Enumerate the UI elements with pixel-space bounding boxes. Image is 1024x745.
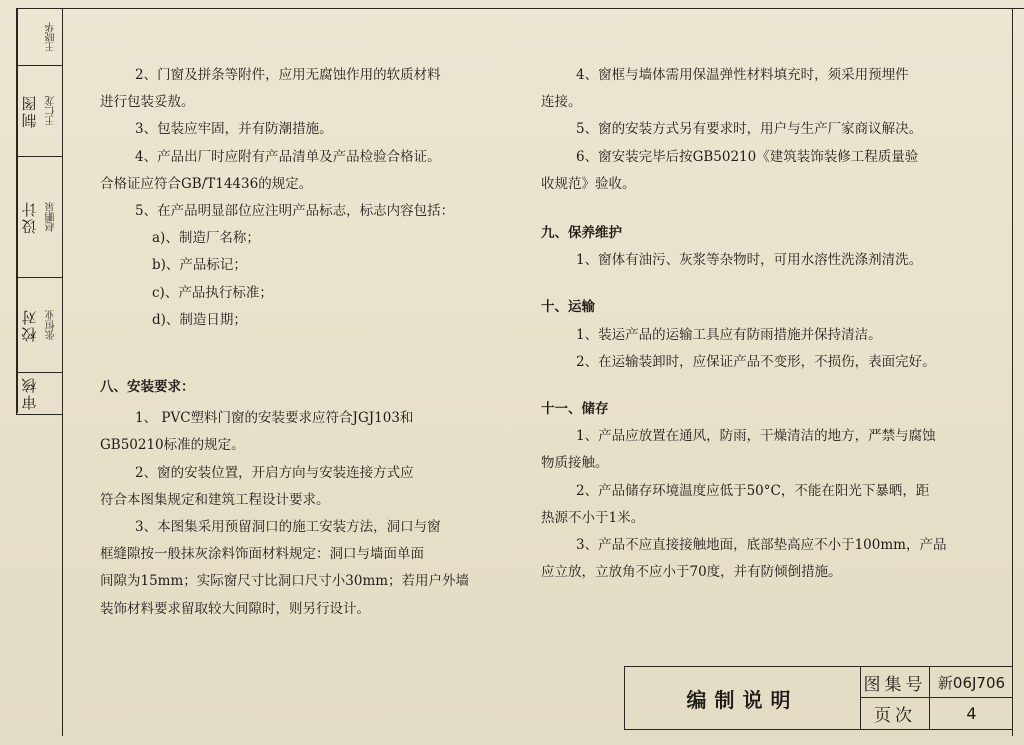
text-line: 框缝隙按一般抹灰涂料饰面材料规定：洞口与墙面单面 (100, 546, 424, 563)
text-line: 热源不小于1米。 (541, 509, 645, 526)
signature-role: 制图 (17, 66, 40, 156)
text-line: 进行包装妥敖。 (100, 94, 195, 111)
text-line: a)、制造厂名称； (152, 230, 260, 247)
text-line: 间隙为15mm；实际窗尺寸比洞口尺寸小30mm；若用户外墙 (100, 573, 470, 590)
text-line: 4、窗框与墙体需用保温弹性材料填充时，须采用预埋件 (576, 67, 909, 83)
text-line: 应立放，立放角不应小于70度，并有防倾倒措施。 (541, 564, 842, 581)
text-line: 连接。 (541, 94, 582, 111)
signature-cell-draw (17, 66, 63, 157)
signature-cell-check (17, 278, 63, 373)
text-line: 2、产品储存环境温度应低于50°C，不能在阳光下暴晒，距 (576, 482, 930, 499)
signature-role: 审核 (17, 373, 40, 413)
right-text-column (541, 62, 981, 586)
text-line: 物质接触。 (541, 455, 609, 472)
signature-cell-design (17, 157, 63, 278)
text-line: 1、 PVC塑料门窗的安装要求应符合JGJ103和 (135, 410, 414, 427)
text-line: 装饰材料要求留取较大间隙时，则另行设计。 (100, 600, 370, 617)
text-line: 6、窗安装完毕后按GB50210《建筑装饰装修工程质量验 (576, 148, 919, 165)
text-line: 1、窗体有油污、灰浆等杂物时，可用水溶性洗涤剂清洗。 (576, 252, 923, 269)
page-number-value: 4 (966, 704, 977, 723)
signature-name: 王晓华 (46, 22, 57, 52)
text-line: 4、产品出厂时应附有产品清单及产品检验合格证。 (135, 148, 441, 165)
text-line: 5、在产品明显部位应注明产品标志，标志内容包括： (135, 203, 455, 220)
text-line: d)、制造日期； (152, 311, 247, 328)
text-line: GB50210标准的规定。 (100, 437, 245, 454)
text-line: 5、窗的安装方式另有要求时，用户与生产厂家商议解决。 (576, 121, 923, 138)
text-line: 2、门窗及拼条等附件，应用无腐蚀作用的软质材料 (135, 67, 441, 83)
title-block (624, 666, 1013, 730)
text-line: 2、在运输装卸时，应保证产品不变形，不损伤，表面完好。 (576, 353, 936, 370)
text-line: 符合本图集规定和建筑工程设计要求。 (100, 491, 330, 508)
text-line: 3、产品不应直接接触地面，底部垫高应不小于100mm，产品 (576, 537, 947, 554)
text-line: 合格证应符合GB/T14436的规定。 (100, 175, 313, 192)
page-number-label: 页次 (861, 698, 930, 729)
signature-strip (16, 8, 63, 415)
signature-name: 张恒业 (46, 310, 57, 340)
signature-role: 设计 (17, 157, 40, 277)
left-text-column (100, 62, 510, 623)
text-line: 2、窗的安装位置，开启方向与安装连接方式应 (135, 464, 414, 481)
signature-cell-top (17, 9, 63, 66)
text-line: b)、产品标记； (152, 257, 247, 274)
text-line: c)、产品执行标准； (152, 284, 273, 301)
signature-name: 王仁龙 (46, 96, 57, 126)
section-heading: 十一、储存 (541, 401, 609, 418)
frame-right-line (1012, 8, 1013, 736)
atlas-number-value: 新06J706 (930, 667, 1013, 698)
text-line: 1、产品应放置在通风，防雨，干燥清洁的地方，严禁与腐蚀 (576, 428, 936, 445)
frame-top-line (62, 8, 1024, 9)
atlas-number-label: 图集号 (861, 667, 930, 698)
signature-name (40, 373, 63, 413)
text-line: 3、本图集采用预留洞口的施工安装方法，洞口与窗 (135, 519, 441, 536)
text-line: 1、装运产品的运输工具应有防雨措施并保持清洁。 (576, 326, 882, 343)
signature-name: 赵鹏泉 (46, 202, 57, 232)
section-heading: 九、保养维护 (541, 225, 622, 242)
signature-role: 校对 (17, 278, 40, 372)
document-title: 编制说明 (625, 667, 861, 729)
section-heading: 八、安装要求： (100, 379, 195, 396)
signature-role (17, 9, 40, 65)
text-line: 3、包装应牢固，并有防潮措施。 (135, 121, 333, 138)
text-line: 收规范》验收。 (541, 175, 636, 192)
section-heading: 十、运输 (541, 299, 595, 316)
signature-cell-review (17, 373, 63, 413)
